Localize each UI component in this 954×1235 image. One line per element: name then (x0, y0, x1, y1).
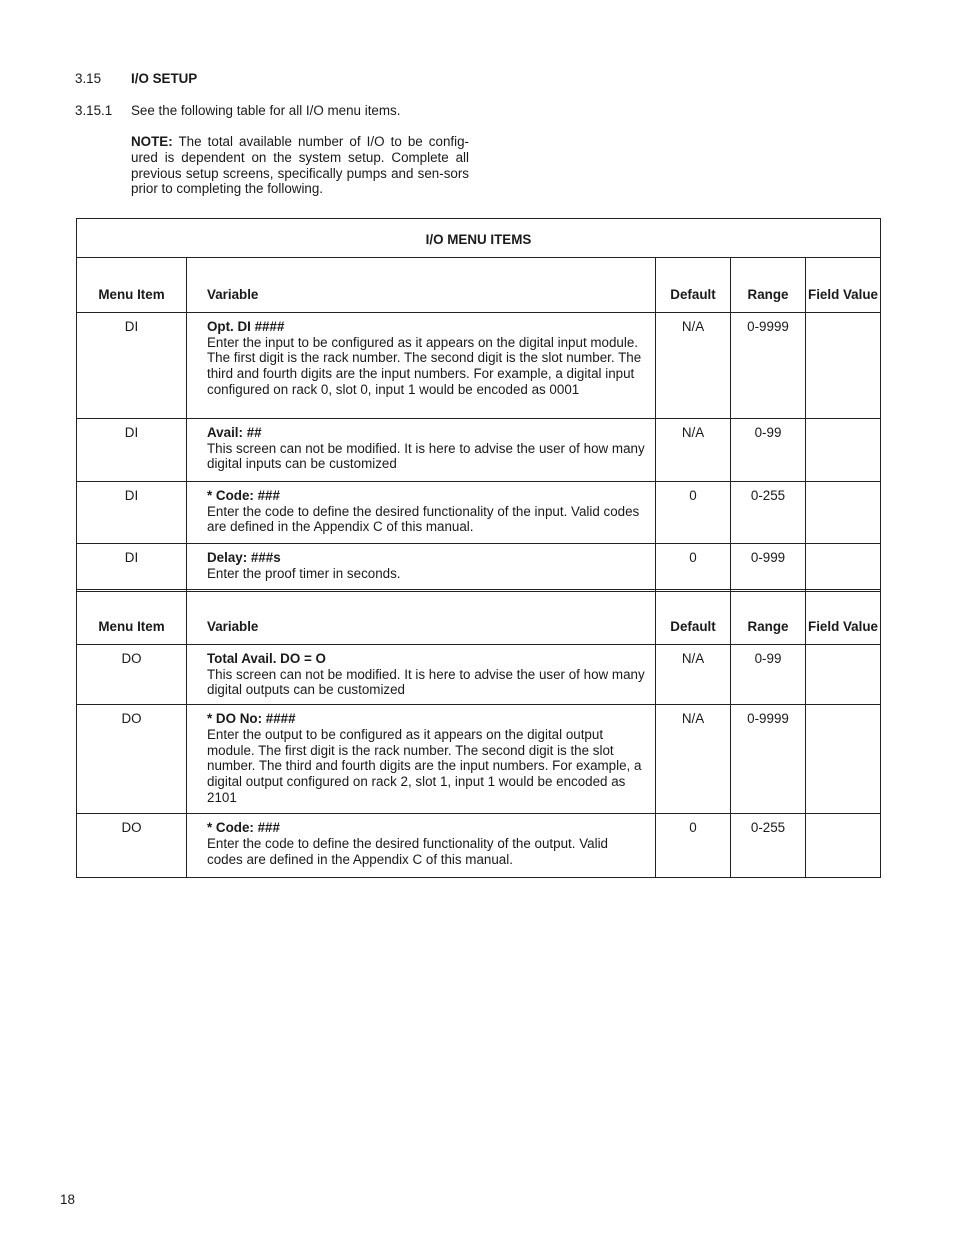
table-row (77, 645, 881, 705)
variable-title: * Code: ### (207, 820, 280, 836)
header-default: Default (656, 590, 731, 645)
header-menu-item: Menu Item (77, 258, 187, 313)
variable-title: * DO No: #### (207, 711, 296, 727)
range-cell: 0-99 (731, 419, 806, 482)
subsection-text: See the following table for all I/O menu items. (131, 103, 401, 118)
variable-title: Opt. DI #### (207, 319, 285, 334)
field-value-cell (806, 705, 881, 814)
variable-cell (187, 544, 656, 592)
variable-description: Enter the output to be configured as it appears on the digital output module. The first digit is the rack number. The second digit is the slot number. The third and fourth digits are the input numbers. For example, a digital output configured on rack 2, slot 1, input 1 would be encoded as 2101 (207, 726, 642, 805)
menu-item-cell: DI (77, 544, 187, 592)
io-menu-table-di (76, 218, 881, 592)
header-menu-item: Menu Item (77, 590, 187, 645)
variable-description: Enter the code to define the desired functionality of the input. Valid codes are defined in the Appendix C of this manual. (207, 503, 640, 535)
field-value-cell (806, 313, 881, 419)
variable-title: Avail: ## (207, 425, 262, 440)
variable-cell (187, 814, 656, 878)
field-value-cell (806, 544, 881, 592)
variable-title: Total Avail. DO = O (207, 651, 326, 666)
note-text: The total available number of I/O to be config-ured is dependent on the system setup. Complete all previous setup screens, specifically pumps and sen-sors prior to completing the following. (131, 134, 470, 197)
section-title: I/O SETUP (131, 71, 198, 86)
menu-item-cell: DI (77, 313, 187, 419)
header-default: Default (656, 258, 731, 313)
range-cell: 0-255 (731, 814, 806, 878)
header-range: Range (731, 258, 806, 313)
default-cell: N/A (656, 705, 731, 814)
variable-description: This screen can not be modified. It is here to advise the user of how many digital inputs can be customized (207, 440, 645, 472)
default-cell: N/A (656, 313, 731, 419)
variable-cell (187, 313, 656, 419)
menu-item-cell: DO (77, 645, 187, 705)
field-value-cell (806, 482, 881, 544)
variable-cell (187, 705, 656, 814)
variable-cell (187, 419, 656, 482)
note-paragraph (131, 134, 469, 197)
variable-description: Enter the code to define the desired functionality of the output. Valid codes are defined in the Appendix C of this manual. (207, 835, 608, 867)
table-caption: I/O MENU ITEMS (77, 219, 881, 258)
default-cell: N/A (656, 645, 731, 705)
range-cell: 0-9999 (731, 313, 806, 419)
io-menu-table-do (76, 589, 881, 878)
default-cell: 0 (656, 814, 731, 878)
variable-cell (187, 645, 656, 705)
menu-item-cell: DI (77, 419, 187, 482)
note-label: NOTE: (131, 134, 173, 149)
header-field-value: Field Value (806, 258, 881, 313)
field-value-cell (806, 419, 881, 482)
variable-description: Enter the proof timer in seconds. (207, 565, 401, 581)
range-cell: 0-999 (731, 544, 806, 592)
page-number: 18 (60, 1192, 75, 1207)
table-row (77, 419, 881, 482)
range-cell: 0-255 (731, 482, 806, 544)
variable-title: * Code: ### (207, 488, 280, 503)
subsection-number: 3.15.1 (75, 103, 113, 118)
default-cell: 0 (656, 544, 731, 592)
table-row (77, 814, 881, 878)
table-row (77, 482, 881, 544)
header-range: Range (731, 590, 806, 645)
menu-item-cell: DO (77, 705, 187, 814)
field-value-cell (806, 645, 881, 705)
field-value-cell (806, 814, 881, 878)
variable-description: Enter the input to be configured as it appears on the digital input module. The first digit is the rack number. The second digit is the slot number. The third and fourth digits are the input numbers. For example, a digital input configured on rack 0, slot 0, input 1 would be encoded as 0001 (207, 334, 642, 397)
header-variable: Variable (187, 590, 656, 645)
header-variable: Variable (187, 258, 656, 313)
default-cell: 0 (656, 482, 731, 544)
variable-description: This screen can not be modified. It is here to advise the user of how many digital outputs can be customized (207, 666, 645, 698)
variable-cell (187, 482, 656, 544)
range-cell: 0-99 (731, 645, 806, 705)
header-field-value: Field Value (806, 590, 881, 645)
table-row (77, 705, 881, 814)
default-cell: N/A (656, 419, 731, 482)
range-cell: 0-9999 (731, 705, 806, 814)
menu-item-cell: DO (77, 814, 187, 878)
section-number: 3.15 (75, 71, 102, 86)
table-row (77, 313, 881, 419)
menu-item-cell: DI (77, 482, 187, 544)
table-row (77, 544, 881, 592)
variable-title: Delay: ###s (207, 550, 281, 565)
